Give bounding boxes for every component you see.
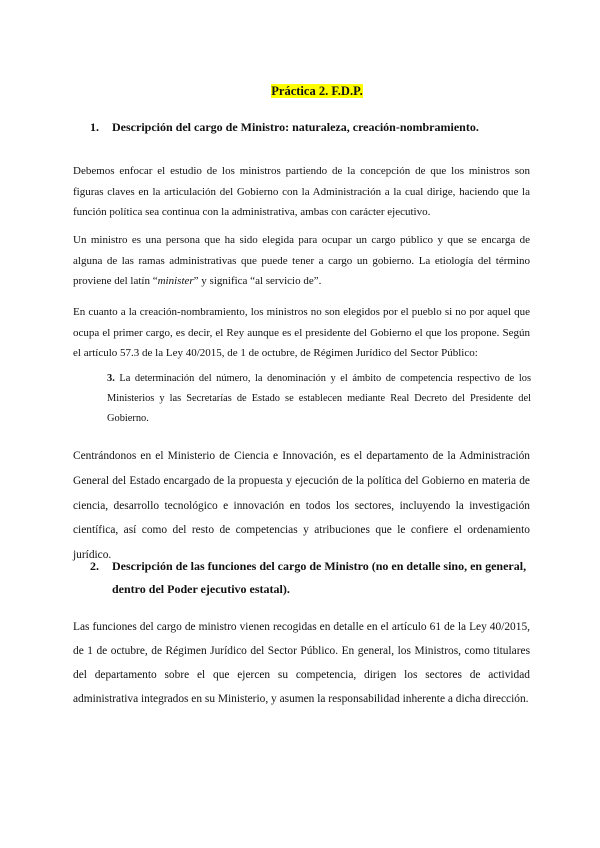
section-2-number: 2. [90, 559, 99, 573]
latin-term: minister [157, 275, 194, 287]
definition-text-before: Un ministro es una persona que ha sido elegida para ocupar un cargo público y que se encarga de alguna de las ramas administrativas que puede tener a cargo un gobierno. La etiología del término proviene del latín “ [73, 234, 530, 287]
paragraph-ministry-science: Centrándonos en el Ministerio de Ciencia e Innovación, es el departamento de la Administración General del Estado encargado de la propuesta y ejecución de la política del Gobierno en materia de ciencia, desarrollo tecnológico e innovación en todos los sectores, incluyendo la investigación científica, así como del resto de competencias y atribuciones que le confiere el ordenamiento jurídico. [73, 450, 530, 561]
definition-text-after: ” y significa “al servicio de”. [193, 275, 322, 287]
paragraph-appointment: En cuanto a la creación-nombramiento, los ministros no son elegidos por el pueblo si no por aquel que ocupa el primer cargo, es decir, el Rey aunque es el presidente del Gobierno el que los propone. Según el artículo 57.3 de la Ley 40/2015, de 1 de octubre, de Régimen Jurídico del Sector Público: [73, 306, 530, 359]
paragraph-minister-functions: Las funciones del cargo de ministro vienen recogidas en detalle en el artículo 61 de la Ley 40/2015, de 1 de octubre, de Régimen Jurídico del Sector Público. En general, los Ministros, como titulares del departamento sobre el que ejercen su competencia, dirigen los sectores de actividad administrativa integrados en su Ministerio, y asumen la responsabilidad inherente a dicha dirección. [73, 621, 530, 706]
law-quote-number: 3. [107, 373, 115, 385]
section-1-heading [90, 116, 550, 139]
section-1-heading-text: Descripción del cargo de Ministro: naturaleza, creación-nombramiento. [112, 120, 479, 134]
paragraph-ministers-role: Debemos enfocar el estudio de los ministros partiendo de la concepción de que los ministros son figuras claves en la articulación del Gobierno con la Administración a la cual dirige, haciendo que la función política sea continua con la administrativa, ambas con carácter ejecutivo. [73, 165, 530, 218]
law-quote-text: La determinación del número, la denominación y el ámbito de competencia respectivo de los Ministerios y las Secretarías de Estado se establecen mediante Real Decreto del Presidente del Gobierno. [107, 373, 531, 425]
document-title [0, 84, 600, 99]
document-title-text: Práctica 2. F.D.P. [271, 84, 363, 98]
section-2-heading-text: Descripción de las funciones del cargo de Ministro (no en detalle sino, en general, dentro del Poder ejecutivo estatal). [112, 559, 527, 596]
law-quote [107, 369, 531, 429]
section-2-heading [90, 555, 530, 601]
paragraph-minister-definition [73, 230, 530, 292]
section-1-number: 1. [90, 120, 99, 134]
